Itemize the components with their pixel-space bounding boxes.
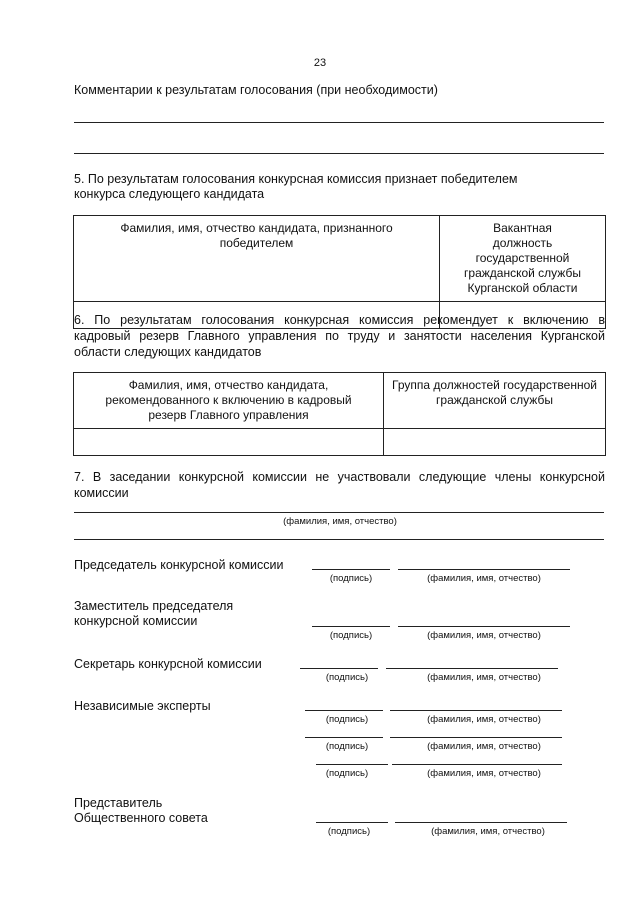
reserve-col-group-header: Группа должностей государственной гражданской службы bbox=[384, 373, 606, 429]
section7-text-line1: 7. В заседании конкурсной комиссии не участвовали следующие члены конкурсной bbox=[74, 470, 605, 484]
winner-col-name-header: Фамилия, имя, отчество кандидата, признанного победителем bbox=[74, 216, 440, 302]
section5-text-line2: конкурса следующего кандидата bbox=[74, 187, 265, 201]
expert3-signature-caption: (подпись) bbox=[325, 768, 369, 779]
winner-col-position-header: Вакантная должность государственной гражданской службы Курганской области bbox=[440, 216, 606, 302]
deputy-name-line[interactable] bbox=[398, 626, 570, 627]
reserve-table-header bbox=[74, 373, 606, 429]
representative-label-line2: Общественного совета bbox=[74, 811, 208, 825]
representative-name-caption: (фамилия, имя, отчество) bbox=[431, 826, 545, 837]
winner-table-header bbox=[74, 216, 606, 302]
section5-text-line1: 5. По результатам голосования конкурсная комиссия признает победителем bbox=[74, 172, 518, 186]
expert2-name-line[interactable] bbox=[390, 737, 562, 738]
page-number: 23 bbox=[313, 57, 327, 69]
comments-heading: Комментарии к результатам голосования (при необходимости) bbox=[74, 83, 438, 97]
reserve-col-name-header: Фамилия, имя, отчество кандидата, рекомендованного к включению в кадровый резерв Главного управления bbox=[74, 373, 384, 429]
comments-line-2 bbox=[74, 153, 604, 154]
expert1-signature-line[interactable] bbox=[305, 710, 383, 711]
deputy-label-line2: конкурсной комиссии bbox=[74, 614, 198, 628]
expert2-signature-caption: (подпись) bbox=[325, 741, 369, 752]
deputy-signature-line[interactable] bbox=[312, 626, 390, 627]
reserve-table-row bbox=[74, 429, 606, 456]
deputy-label-line1: Заместитель председателя bbox=[74, 599, 234, 613]
expert3-name-caption: (фамилия, имя, отчество) bbox=[427, 768, 541, 779]
absent-members-caption: (фамилия, имя, отчество) bbox=[283, 516, 397, 527]
experts-label: Независимые эксперты bbox=[74, 699, 211, 713]
chairman-name-line[interactable] bbox=[398, 569, 570, 570]
chairman-signature-line[interactable] bbox=[312, 569, 390, 570]
expert2-name-caption: (фамилия, имя, отчество) bbox=[427, 741, 541, 752]
representative-signature-caption: (подпись) bbox=[327, 826, 371, 837]
reserve-group-cell[interactable] bbox=[384, 429, 606, 456]
section7-text-line2: комиссии bbox=[74, 486, 129, 500]
section6-text-line2: кадровый резерв Главного управления по труду и занятости населения Курганской bbox=[74, 329, 605, 343]
comments-line-1 bbox=[74, 122, 604, 123]
expert3-signature-line[interactable] bbox=[316, 764, 388, 765]
secretary-label: Секретарь конкурсной комиссии bbox=[74, 657, 262, 671]
absent-members-line bbox=[74, 512, 604, 513]
expert1-name-caption: (фамилия, имя, отчество) bbox=[427, 714, 541, 725]
deputy-name-caption: (фамилия, имя, отчество) bbox=[427, 630, 541, 641]
expert2-signature-line[interactable] bbox=[305, 737, 383, 738]
expert1-name-line[interactable] bbox=[390, 710, 562, 711]
representative-label-line1: Представитель bbox=[74, 796, 163, 810]
reserve-table bbox=[73, 372, 606, 456]
chairman-name-caption: (фамилия, имя, отчество) bbox=[427, 573, 541, 584]
secretary-signature-caption: (подпись) bbox=[325, 672, 369, 683]
reserve-name-cell[interactable] bbox=[74, 429, 384, 456]
secretary-signature-line[interactable] bbox=[300, 668, 378, 669]
expert1-signature-caption: (подпись) bbox=[325, 714, 369, 725]
section6-text-line1: 6. По результатам голосования конкурсная комиссия рекомендует к включению в bbox=[74, 313, 605, 327]
chairman-label: Председатель конкурсной комиссии bbox=[74, 558, 284, 572]
deputy-signature-caption: (подпись) bbox=[329, 630, 373, 641]
section6-text-line3: области следующих кандидатов bbox=[74, 345, 262, 359]
representative-name-line[interactable] bbox=[395, 822, 567, 823]
secretary-name-caption: (фамилия, имя, отчество) bbox=[427, 672, 541, 683]
chairman-signature-caption: (подпись) bbox=[329, 573, 373, 584]
winner-table bbox=[73, 215, 606, 329]
absent-members-line-2 bbox=[74, 539, 604, 540]
secretary-name-line[interactable] bbox=[386, 668, 558, 669]
expert3-name-line[interactable] bbox=[392, 764, 562, 765]
representative-signature-line[interactable] bbox=[316, 822, 388, 823]
